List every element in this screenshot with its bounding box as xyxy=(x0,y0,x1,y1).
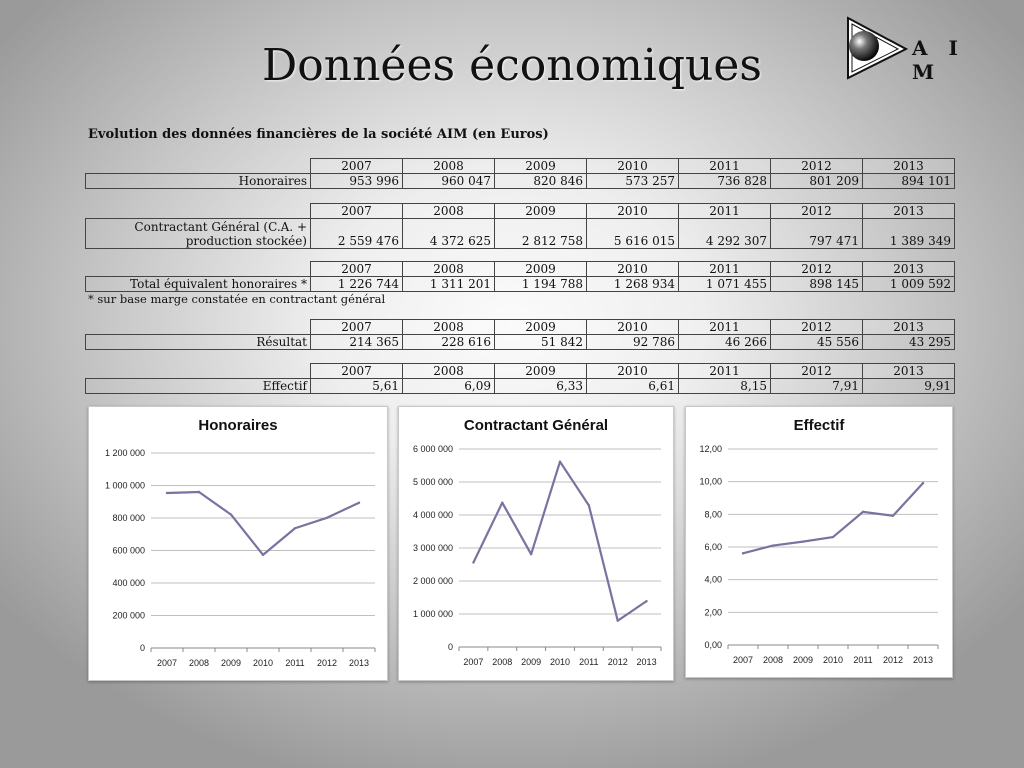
data-point xyxy=(294,527,296,529)
x-tick-label: 2013 xyxy=(636,657,657,667)
y-tick-label: 3 000 000 xyxy=(412,543,453,553)
table-cell: 214 365 xyxy=(311,335,403,350)
line-chart-svg xyxy=(89,407,387,680)
y-tick-label: 1 000 000 xyxy=(412,609,453,619)
y-tick-label: 0,00 xyxy=(704,640,722,650)
data-point xyxy=(922,482,924,484)
year-header: 2007 xyxy=(311,204,403,219)
x-tick-label: 2013 xyxy=(912,655,934,665)
year-header: 2010 xyxy=(587,320,679,335)
year-header: 2008 xyxy=(403,262,495,277)
year-header: 2012 xyxy=(771,364,863,379)
x-tick-label: 2009 xyxy=(521,657,542,667)
y-tick-label: 200 000 xyxy=(112,610,145,621)
y-tick-label: 12,00 xyxy=(699,444,722,454)
year-header: 2012 xyxy=(771,204,863,219)
row-label: Total équivalent honoraires * xyxy=(86,277,311,292)
table-cell: 51 842 xyxy=(495,335,587,350)
y-tick-label: 2,00 xyxy=(704,607,722,618)
footnote: * sur base marge constatée en contractant général xyxy=(88,292,386,306)
y-tick-label: 8,00 xyxy=(704,509,722,520)
table-total-equivalent xyxy=(85,261,955,292)
data-point xyxy=(326,517,328,519)
x-tick-label: 2013 xyxy=(348,658,370,668)
year-header: 2009 xyxy=(495,364,587,379)
x-tick-label: 2010 xyxy=(549,657,571,667)
y-tick-label: 6 000 000 xyxy=(412,444,453,454)
page-title: Données économiques xyxy=(261,40,762,91)
year-header: 2009 xyxy=(495,320,587,335)
data-point xyxy=(892,515,894,517)
y-tick-label: 0 xyxy=(447,642,453,652)
year-header: 2007 xyxy=(311,320,403,335)
row-label-line1: Contractant Général (C.A. + xyxy=(134,220,307,234)
year-header: 2013 xyxy=(863,204,955,219)
year-header: 2011 xyxy=(679,320,771,335)
data-point xyxy=(530,553,532,555)
data-point xyxy=(559,460,561,462)
table-resultat xyxy=(85,319,955,350)
aim-logo xyxy=(846,16,986,82)
table-cell: 1 009 592 xyxy=(863,277,955,292)
y-tick-label: 400 000 xyxy=(112,578,145,588)
table-cell: 4 292 307 xyxy=(679,219,771,249)
data-point xyxy=(166,492,168,494)
table-cell: 2 812 758 xyxy=(495,219,587,249)
year-header: 2012 xyxy=(771,262,863,277)
row-label: Résultat xyxy=(86,335,311,350)
y-tick-label: 4 000 000 xyxy=(412,510,453,520)
line-chart-svg xyxy=(686,407,952,677)
year-header: 2008 xyxy=(403,320,495,335)
data-point xyxy=(832,536,834,538)
table-cell: 46 266 xyxy=(679,335,771,350)
table-row xyxy=(86,379,955,394)
series-line xyxy=(167,492,359,555)
table-cell: 43 295 xyxy=(863,335,955,350)
logo-text: A I M xyxy=(912,36,965,84)
table-cell: 573 257 xyxy=(587,174,679,189)
x-tick-label: 2009 xyxy=(220,658,242,668)
table-cell: 4 372 625 xyxy=(403,219,495,249)
table-cell: 1 389 349 xyxy=(863,219,955,249)
data-point xyxy=(198,491,200,493)
table-cell: 1 311 201 xyxy=(403,277,495,292)
table-row xyxy=(86,277,955,292)
table-cell: 45 556 xyxy=(771,335,863,350)
table-cell: 9,91 xyxy=(863,379,955,394)
data-point xyxy=(501,502,503,504)
table-cell: 8,15 xyxy=(679,379,771,394)
x-tick-label: 2008 xyxy=(762,655,784,665)
x-tick-label: 2012 xyxy=(607,657,628,667)
data-point xyxy=(772,544,774,546)
data-point xyxy=(358,502,360,504)
series-line xyxy=(743,483,923,553)
data-point xyxy=(588,504,590,506)
year-header: 2013 xyxy=(863,364,955,379)
x-tick-label: 2012 xyxy=(882,655,904,665)
row-label xyxy=(86,219,311,249)
y-tick-label: 5 000 000 xyxy=(412,477,453,487)
chart-title: Effectif xyxy=(793,417,845,434)
y-tick-label: 2 000 000 xyxy=(412,576,453,586)
data-point xyxy=(262,554,264,556)
table-cell: 894 101 xyxy=(863,174,955,189)
year-header: 2013 xyxy=(863,159,955,174)
x-tick-label: 2008 xyxy=(492,657,513,667)
year-header: 2013 xyxy=(863,262,955,277)
table-cell: 898 145 xyxy=(771,277,863,292)
data-point xyxy=(862,511,864,513)
section-subtitle: Evolution des données financières de la société AIM (en Euros) xyxy=(88,127,549,142)
year-header: 2007 xyxy=(311,262,403,277)
table-cell: 5,61 xyxy=(311,379,403,394)
chart-effectif xyxy=(685,406,953,678)
row-label: Effectif xyxy=(86,379,311,394)
year-header: 2009 xyxy=(495,204,587,219)
y-tick-label: 0 xyxy=(139,643,145,653)
row-label: Honoraires xyxy=(86,174,311,189)
table-honoraires xyxy=(85,158,955,189)
chart-honoraires xyxy=(88,406,388,681)
x-tick-label: 2007 xyxy=(156,658,178,668)
table-cell: 228 616 xyxy=(403,335,495,350)
year-header: 2010 xyxy=(587,204,679,219)
x-tick-label: 2011 xyxy=(285,658,305,668)
year-header: 2012 xyxy=(771,320,863,335)
y-tick-label: 1 200 000 xyxy=(104,448,145,458)
table-row xyxy=(86,174,955,189)
row-label-line2: production stockée) xyxy=(185,234,307,248)
table-row xyxy=(86,219,955,249)
table-cell: 801 209 xyxy=(771,174,863,189)
year-header: 2010 xyxy=(587,262,679,277)
data-point xyxy=(802,540,804,542)
table-cell: 1 194 788 xyxy=(495,277,587,292)
table-cell: 5 616 015 xyxy=(587,219,679,249)
table-cell: 6,09 xyxy=(403,379,495,394)
table-cell: 953 996 xyxy=(311,174,403,189)
data-point xyxy=(230,513,232,515)
line-chart-svg xyxy=(399,407,673,680)
chart-contractant-general xyxy=(398,406,674,681)
x-tick-label: 2009 xyxy=(792,655,814,665)
table-effectif xyxy=(85,363,955,394)
table-cell: 960 047 xyxy=(403,174,495,189)
year-header: 2009 xyxy=(495,159,587,174)
table-cell: 820 846 xyxy=(495,174,587,189)
y-tick-label: 1 000 000 xyxy=(104,480,145,491)
y-tick-label: 6,00 xyxy=(704,542,722,552)
table-cell: 7,91 xyxy=(771,379,863,394)
year-header: 2007 xyxy=(311,364,403,379)
table-cell: 92 786 xyxy=(587,335,679,350)
year-header: 2012 xyxy=(771,159,863,174)
x-tick-label: 2010 xyxy=(252,658,274,668)
year-header: 2011 xyxy=(679,204,771,219)
data-point xyxy=(742,552,744,554)
table-contractant-general xyxy=(85,203,955,249)
year-header: 2007 xyxy=(311,159,403,174)
year-header: 2008 xyxy=(403,159,495,174)
table-cell: 2 559 476 xyxy=(311,219,403,249)
year-header: 2011 xyxy=(679,159,771,174)
year-header: 2008 xyxy=(403,364,495,379)
year-header: 2011 xyxy=(679,364,771,379)
x-tick-label: 2007 xyxy=(463,657,484,667)
table-cell: 6,61 xyxy=(587,379,679,394)
year-header: 2010 xyxy=(587,364,679,379)
data-point xyxy=(645,600,647,602)
x-tick-label: 2010 xyxy=(822,655,844,665)
series-line xyxy=(473,462,646,621)
table-cell: 1 071 455 xyxy=(679,277,771,292)
year-header: 2013 xyxy=(863,320,955,335)
y-tick-label: 600 000 xyxy=(112,545,145,556)
x-tick-label: 2012 xyxy=(316,658,338,668)
chart-title: Honoraires xyxy=(198,417,278,434)
table-cell: 1 268 934 xyxy=(587,277,679,292)
y-tick-label: 10,00 xyxy=(699,476,722,487)
chart-title: Contractant Général xyxy=(463,417,609,434)
table-cell: 736 828 xyxy=(679,174,771,189)
table-row xyxy=(86,335,955,350)
x-tick-label: 2011 xyxy=(853,655,873,665)
y-tick-label: 4,00 xyxy=(704,574,722,585)
year-header: 2009 xyxy=(495,262,587,277)
year-header: 2011 xyxy=(679,262,771,277)
table-cell: 1 226 744 xyxy=(311,277,403,292)
y-tick-label: 800 000 xyxy=(112,513,145,523)
year-header: 2010 xyxy=(587,159,679,174)
logo-sphere-icon xyxy=(846,16,916,82)
data-point xyxy=(617,619,619,621)
x-tick-label: 2008 xyxy=(188,658,210,668)
data-point xyxy=(472,561,474,563)
x-tick-label: 2011 xyxy=(579,657,599,667)
table-cell: 797 471 xyxy=(771,219,863,249)
year-header: 2008 xyxy=(403,204,495,219)
table-cell: 6,33 xyxy=(495,379,587,394)
x-tick-label: 2007 xyxy=(732,655,754,665)
